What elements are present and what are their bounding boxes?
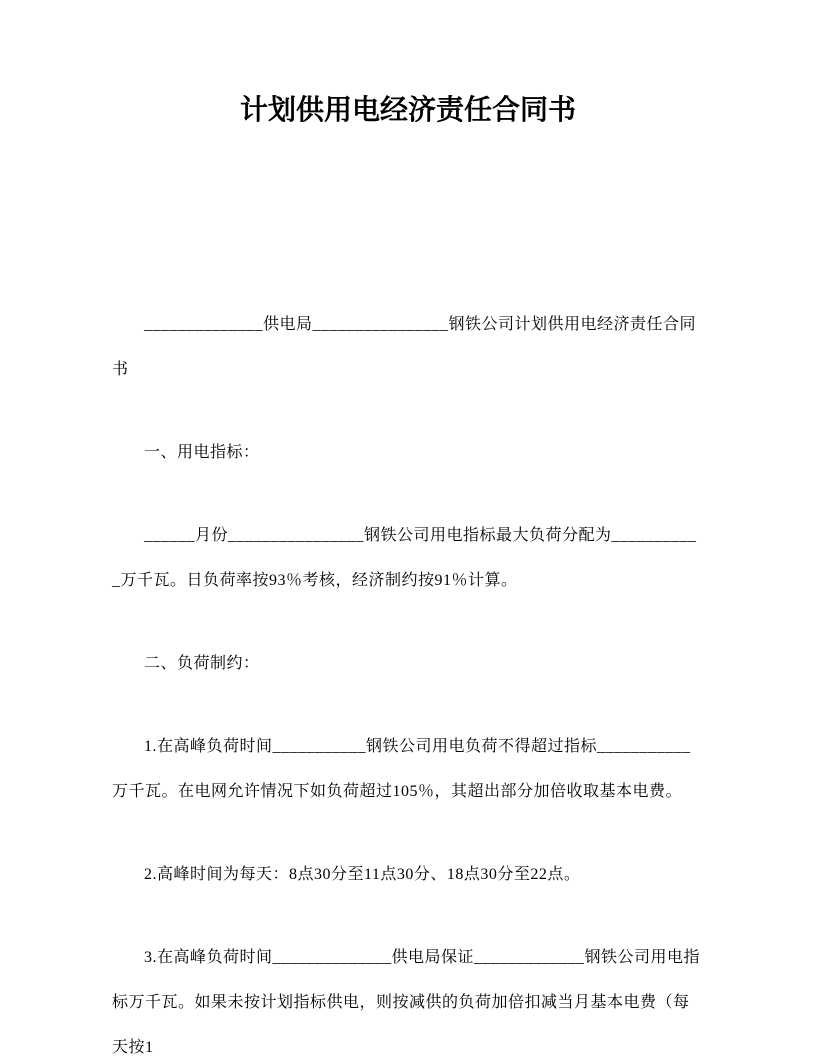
paragraph-clause-2: 2.高峰时间为每天：8点30分至11点30分、18点30分至22点。 xyxy=(144,866,581,883)
document-title: 计划供用电经济责任合同书 xyxy=(239,93,576,126)
paragraph-section-2-heading: 二、负荷制约： xyxy=(144,655,260,672)
paragraph-clause-3: 3.在高峰负荷时间______________供电局保证_____________钢铁公司用电指标万千瓦。如果未按计划指标供电，则按减供的负荷加倍扣减当月基本电费（每天按1 xyxy=(112,949,701,1056)
paragraph-clause-1: 1.在高峰负荷时间___________钢铁公司用电负荷不得超过指标___________万千瓦。在电网允许情况下如负荷超过105％，其超出部分加倍收取基本电费。 xyxy=(112,738,691,800)
paragraph-section-1-heading: 一、用电指标： xyxy=(144,444,260,461)
paragraph-contract-heading: ______________供电局________________钢铁公司计划供用电经济责任合同书 xyxy=(112,316,697,378)
paragraph-power-quota: ______月份________________钢铁公司用电指标最大负荷分配为___________万千瓦。日负荷率按93％考核，经济制约按91％计算。 xyxy=(112,527,697,589)
